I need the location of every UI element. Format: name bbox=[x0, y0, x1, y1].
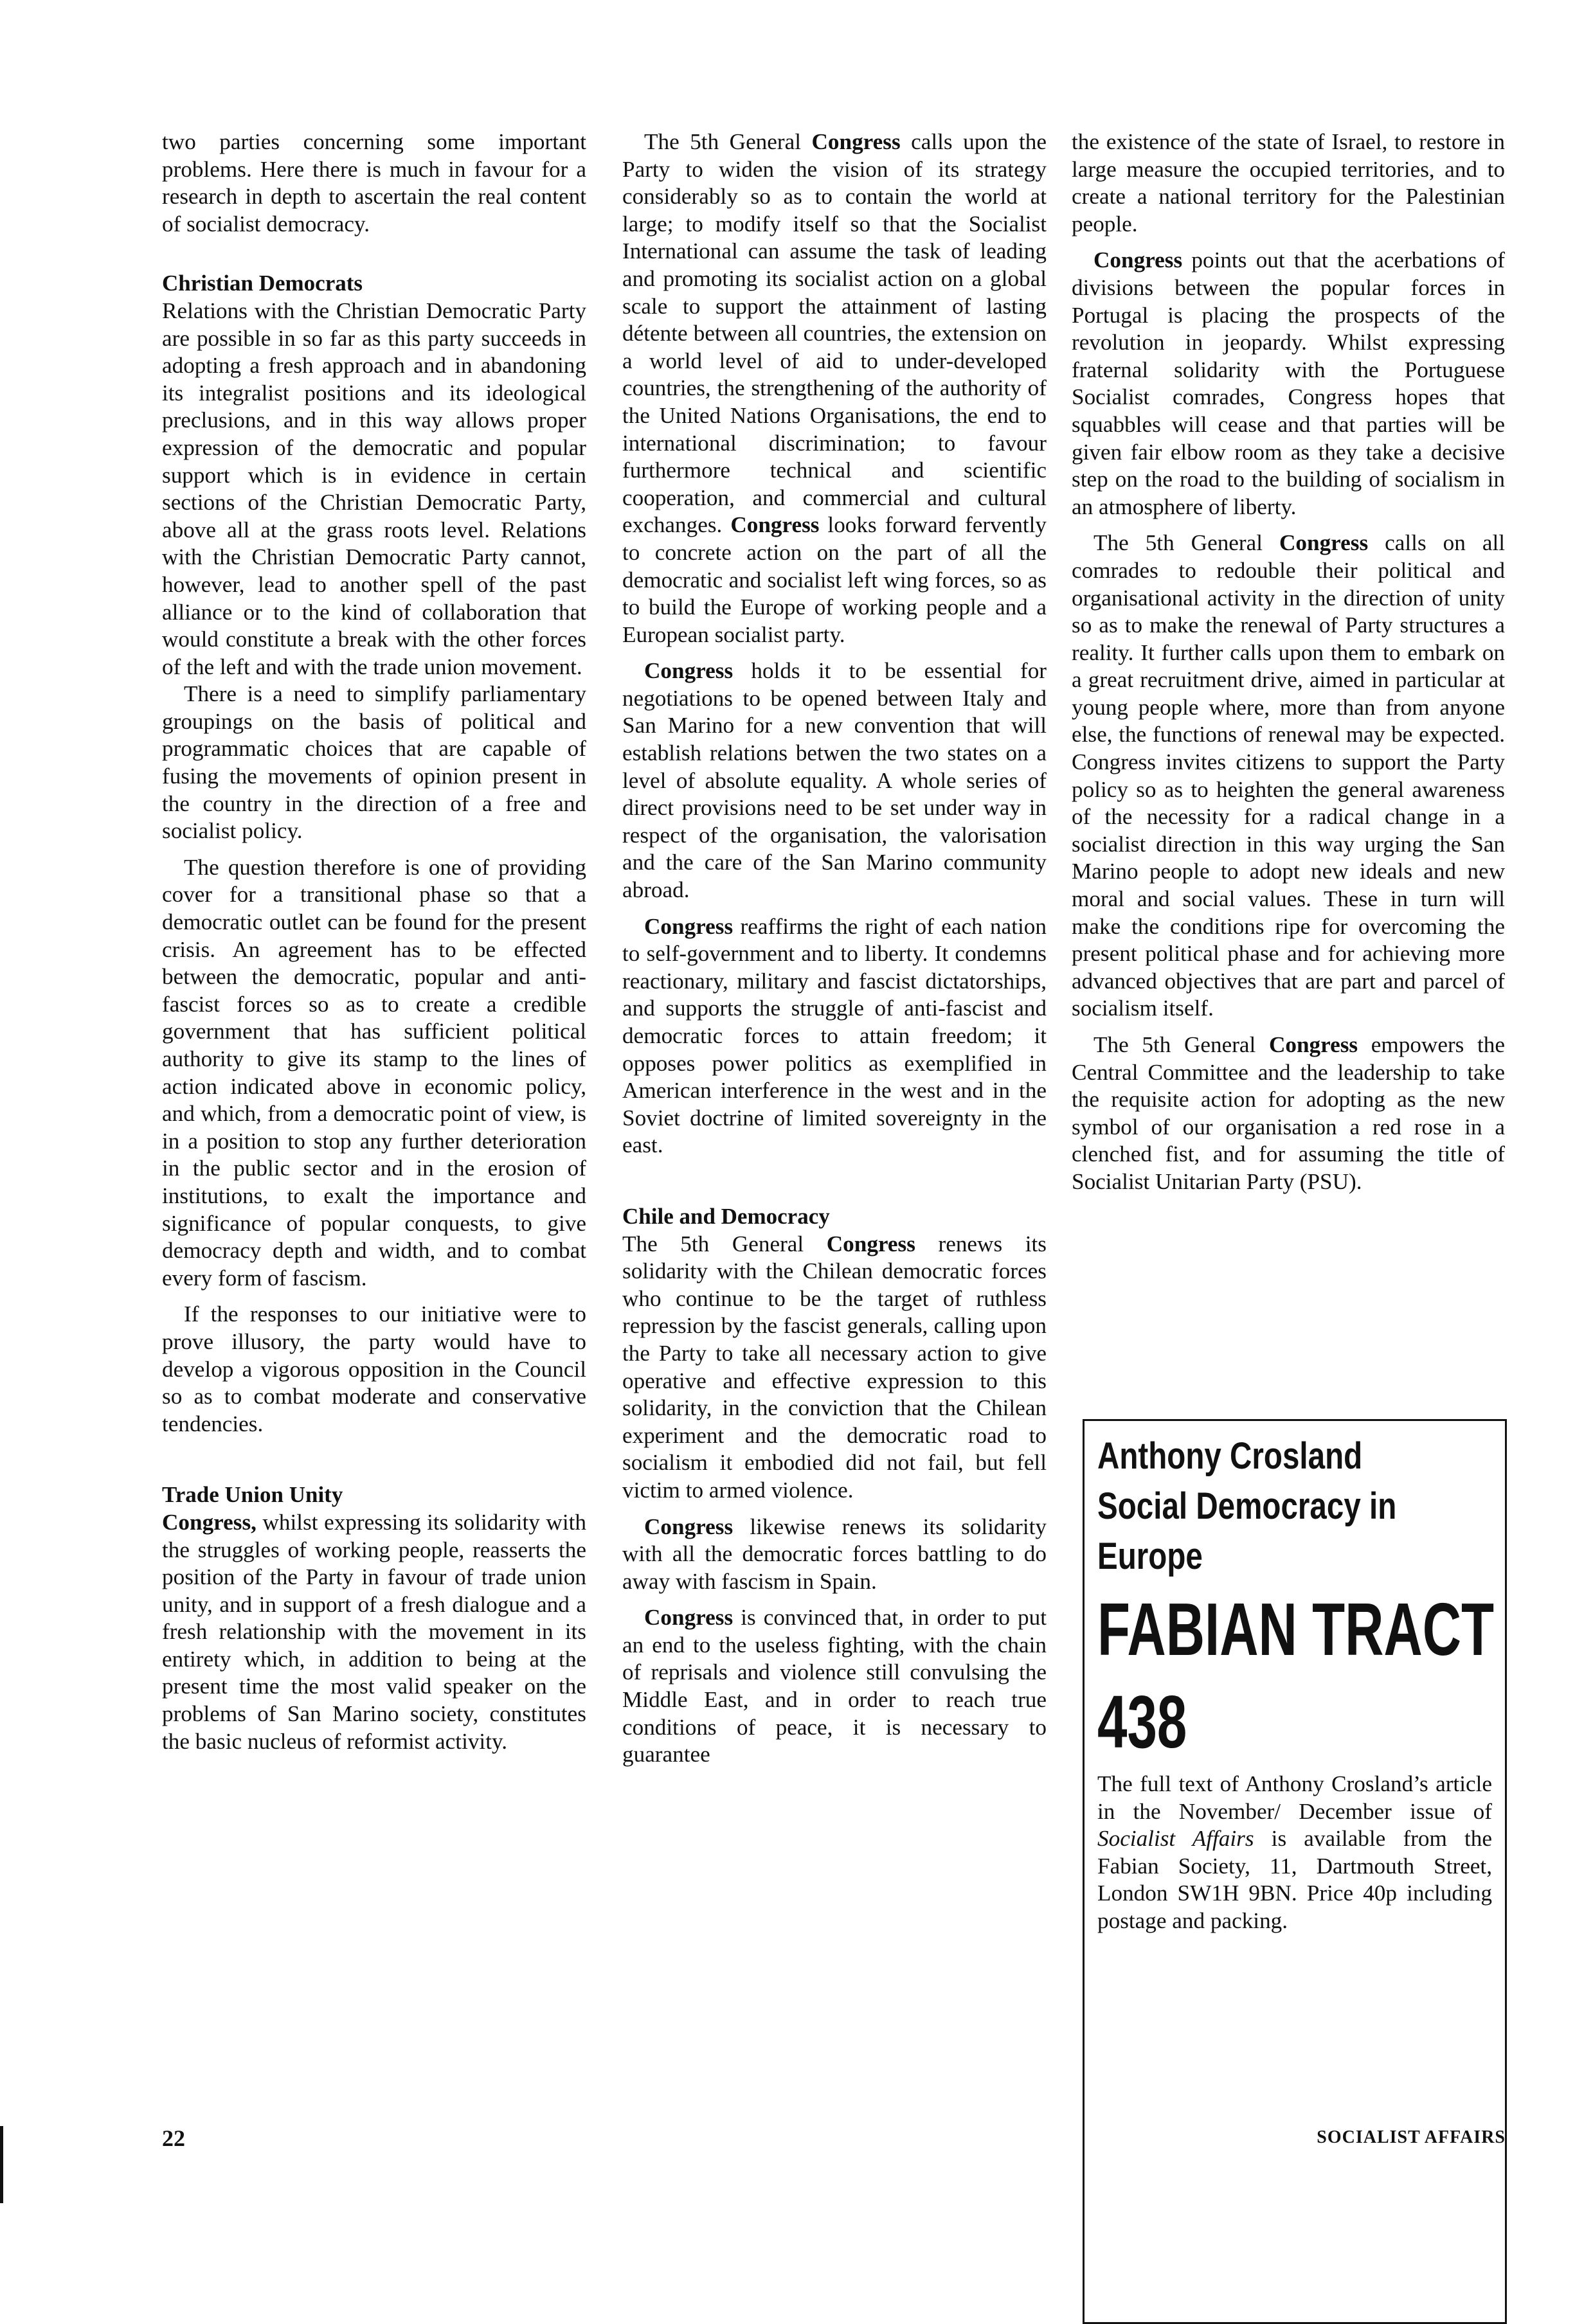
paragraph-chile bbox=[622, 1231, 1047, 1505]
paragraph-text: holds it to be essential for negotiations to be opened between Italy and San Marino for a new convention that will establish relations betwen the two states on a level of absolute equality. A whole series of direct provisions need to be set under way in respect of the organisation, the valorisation and the care of the San Marino community abroad. bbox=[622, 658, 1047, 903]
paragraph-new-symbol bbox=[1072, 1032, 1505, 1196]
paragraph-simplify: There is a need to simplify parliamentary groupings on the basis of political and programmatic choices that are capable of fusing the movements of opinion present in the country in the direction of a free and socialist policy. bbox=[162, 681, 586, 844]
page-number: 22 bbox=[162, 2125, 185, 2151]
paragraph-spain bbox=[622, 1514, 1047, 1596]
advert-tract-number: 438 bbox=[1097, 1680, 1187, 1764]
congress-keyword: Congress, bbox=[162, 1509, 256, 1535]
paragraph-text: is convinced that, in order to put an end to the useless fighting, with the chain of reprisals and violence still convulsing the Middle East, and in order to reach true conditions of peace, it is necessary to guarantee bbox=[622, 1605, 1047, 1767]
congress-keyword: Congress bbox=[644, 913, 734, 939]
scan-edge-mark bbox=[0, 2126, 3, 2203]
heading-christian-democrats: Christian Democrats bbox=[162, 271, 363, 296]
congress-keyword: Congress bbox=[811, 129, 901, 154]
paragraph-middle-east bbox=[622, 1604, 1047, 1769]
congress-keyword: Congress bbox=[1094, 247, 1183, 273]
paragraph-text: The 5th General bbox=[644, 129, 812, 154]
advert-description bbox=[1097, 1771, 1492, 1935]
column-2 bbox=[622, 129, 1047, 1769]
paragraph-text: renews its solidarity with the Chilean democratic forces who continue to be the target of ruthless repression by the fascist generals, calling upon the Party to take all necessary action to give operative and effective expression to this solidarity, in the conviction that the Chilean experiment and the democratic road to socialism it embodied did not fail, but fell victim to armed violence. bbox=[622, 1231, 1047, 1503]
paragraph-socialist-international bbox=[622, 129, 1047, 648]
paragraph-self-government bbox=[622, 913, 1047, 1159]
paragraph-text: reaffirms the right of each nation to self-government and to liberty. It condemns reactionary, military and fascist dictatorships, and supports the struggle of anti-fascist and democratic forces to attain freedom; it opposes power politics as exemplified in American interference in the west and in the Soviet doctrine of limited sovereignty in the east. bbox=[622, 913, 1047, 1158]
paragraph-israel: the existence of the state of Israel, to restore in large measure the occupied territories, and to create a national territory for the Palestinian people. bbox=[1072, 129, 1505, 237]
paragraph-text: whilst expressing its solidarity with the struggles of working people, reasserts the position of the Party in favour of trade union unity, and in support of a fresh dialogue and a fresh relationship with the movement in its entirety which, in addition to being at the present time the most valid speaker on the problems of San Marino society, constitutes the basic nucleus of reformist activity. bbox=[162, 1509, 586, 1754]
paragraph-intro: two parties concerning some important problems. Here there is much in favour for a research in depth to ascertain the real content of socialist democracy. bbox=[162, 129, 586, 237]
paragraph-transitional-phase: The question therefore is one of providing cover for a transitional phase so that a democratic outlet can be found for the present crisis. An agreement has to be effected between the democratic, popular and anti-fascist forces so as to create a credible government that has sufficient political authority to give its stamp to the lines of action indicated above in economic policy, and which, from a democratic point of view, is in a position to stop any further deterioration in the public sector and in the erosion of institutions, to exalt the importance and significance of popular conquests, to give democracy depth and width, and to combat every form of fascism. bbox=[162, 854, 586, 1291]
congress-keyword: Congress bbox=[1268, 1032, 1358, 1057]
paragraph-text: likewise renews its solidarity with all the democratic forces battling to do away with fascism in Spain. bbox=[622, 1514, 1047, 1594]
paragraph-text: calls on all comrades to redouble their political and organisational activity in the direction of unity so as to make the renewal of Party structures a reality. It further calls upon them to embark on a great recruitment drive, aimed in particular at young people where, more than from anyone else, the functions of renewal may be expected. Congress invites citizens to support the Party policy so as to heighten the general awareness of the necessity for a radical change in a socialist direction in this way urging the San Marino people to adopt new ideals and new moral and social values. These in turn will make the conditions ripe for overcoming the present political phase and for achieving more advanced objectives that are part and parcel of socialism itself. bbox=[1072, 530, 1505, 1021]
advert-text: The full text of Anthony Crosland’s article in the November/ December issue of bbox=[1097, 1771, 1492, 1824]
advert-title-line-2: Europe bbox=[1097, 1535, 1203, 1577]
advert-author: Anthony Crosland bbox=[1097, 1435, 1363, 1477]
congress-keyword: Congress bbox=[644, 1514, 734, 1539]
advert-content bbox=[1097, 1431, 1495, 1958]
paragraph-text: The 5th General bbox=[1094, 530, 1280, 556]
congress-keyword: Congress bbox=[730, 512, 820, 538]
journal-name: Socialist Affairs bbox=[1097, 1826, 1254, 1852]
column-1 bbox=[162, 129, 586, 1755]
paragraph-party-renewal bbox=[1072, 530, 1505, 1023]
publication-name: SOCIALIST AFFAIRS bbox=[1317, 2127, 1506, 2147]
advert-title-line-1: Social Democracy in bbox=[1097, 1485, 1397, 1527]
advert-tract-line-1: FABIAN TRACT bbox=[1097, 1587, 1495, 1671]
paragraph-text: empowers the Central Committee and the leadership to take the requisite action for adopting as the new symbol of our organisation a red rose in a clenched fist, and for assuming the title of Socialist Unitarian Party (PSU). bbox=[1072, 1032, 1505, 1194]
paragraph-trade-union bbox=[162, 1509, 586, 1755]
paragraph-text: points out that the acerbations of divisions between the popular forces in Portugal is placing the prospects of the revolution in jeopardy. Whilst expressing fraternal solidarity with the Portuguese Socialist comrades, Congress hopes that squabbles will cease and that parties will be given fair elbow room as they take a decisive step on the road to the building of socialism in an atmosphere of liberty. bbox=[1072, 247, 1505, 519]
congress-keyword: Congress bbox=[826, 1231, 915, 1256]
paragraph-christian-democrats: Relations with the Christian Democratic Party are possible in so far as this party succeeds in adopting a fresh approach and in abandoning its integralist positions and its ideological preclusions, and in this way allows proper expression of the democratic and popular support which is in evidence in certain sections of the Christian Democratic Party, above all at the grass roots level. Relations with the Christian Democratic Party cannot, however, lead to another spell of the past alliance or to the kind of collaboration that would constitute a break with the other forces of the left and with the trade union movement. bbox=[162, 298, 586, 679]
heading-chile-democracy: Chile and Democracy bbox=[622, 1203, 830, 1229]
paragraph-portugal bbox=[1072, 247, 1505, 521]
congress-keyword: Congress bbox=[644, 658, 734, 684]
heading-trade-union-unity: Trade Union Unity bbox=[162, 1482, 343, 1508]
fabian-tract-advert bbox=[1083, 1419, 1507, 2324]
paragraph-text: looks forward fervently to concrete action on the part of all the democratic and socialist left wing forces, so as to build the Europe of working people and a European socialist party. bbox=[622, 512, 1047, 647]
congress-keyword: Congress bbox=[1279, 530, 1369, 556]
column-3 bbox=[1072, 129, 1505, 1196]
paragraph-italy-san-marino bbox=[622, 657, 1047, 904]
congress-keyword: Congress bbox=[644, 1605, 734, 1631]
paragraph-text: The 5th General bbox=[1094, 1032, 1269, 1057]
paragraph-responses: If the responses to our initiative were to prove illusory, the party would have to develop a vigorous opposition in the Council so as to combat moderate and conservative tendencies. bbox=[162, 1301, 586, 1436]
paragraph-text: calls upon the Party to widen the vision of its strategy considerably so as to contain the world at large; to modify itself so that the Socialist International can assume the task of leading and promoting its socialist action on a global scale to support the attainment of lasting détente between all countries, the extension on a world level of aid to under-developed countries, the strengthening of the authority of the United Nations Organisations, the end to international discrimination; to favour furthermore technical and scientific cooperation, and commercial and cultural exchanges. bbox=[622, 129, 1047, 538]
paragraph-text: The 5th General bbox=[622, 1231, 827, 1256]
advert-text: is available from the Fabian Society, 11, Dartmouth Street, London SW1H 9BN. Price 40p including postage and packing. bbox=[1097, 1826, 1492, 1933]
